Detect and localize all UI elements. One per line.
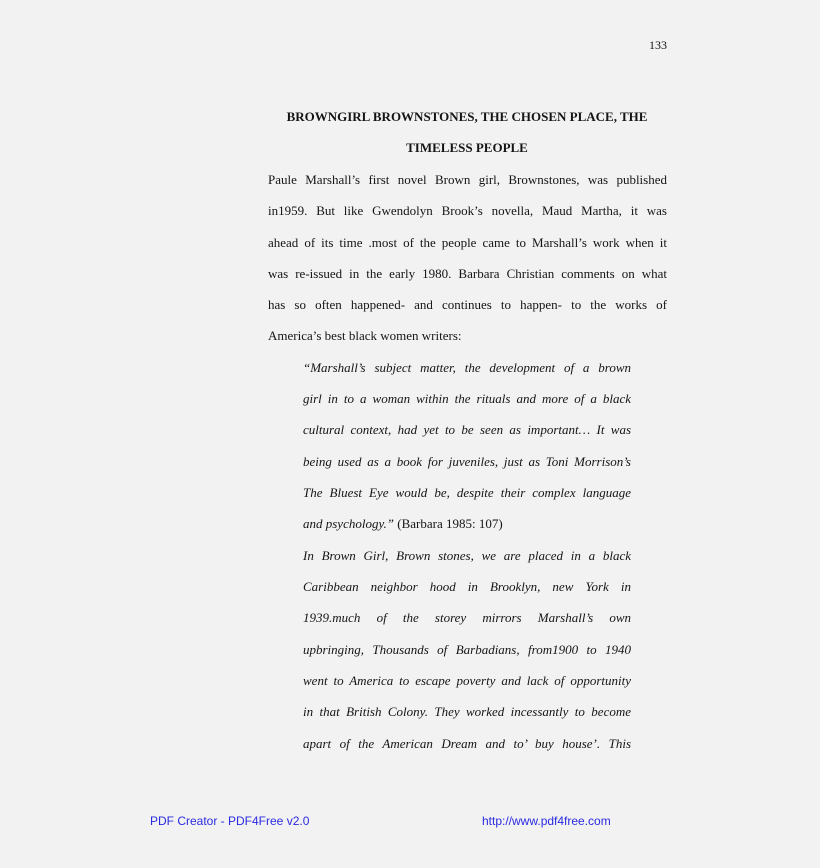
- footer-url-link[interactable]: http://www.pdf4free.com: [482, 814, 611, 828]
- italic-line: went to America to escape poverty and lack of opportunity: [303, 673, 631, 688]
- italic-line: upbringing, Thousands of Barbadians, from1900 to 1940: [303, 642, 631, 657]
- paragraph-line: Paule Marshall’s first novel Brown girl, Brownstones, was published: [268, 172, 667, 187]
- paragraph-line: ahead of its time .most of the people came to Marshall’s work when it: [268, 235, 667, 250]
- paragraph-line: was re-issued in the early 1980. Barbara Christian comments on what: [268, 266, 667, 281]
- quote-citation: (Barbara 1985: 107): [394, 516, 503, 531]
- italic-line: In Brown Girl, Brown stones, we are placed in a black: [303, 548, 631, 563]
- chapter-title-line-2: TIMELESS PEOPLE: [406, 140, 528, 155]
- italic-line: 1939.much of the storey mirrors Marshall’s own: [303, 610, 631, 625]
- paragraph-line: has so often happened- and continues to happen- to the works of: [268, 297, 667, 312]
- quote-text: and psychology.”: [303, 516, 394, 531]
- chapter-title-line-1: BROWNGIRL BROWNSTONES, THE CHOSEN PLACE, THE: [286, 109, 648, 124]
- paragraph-line: America’s best black women writers:: [268, 328, 462, 343]
- page-number: 133: [649, 38, 667, 52]
- quote-line: “Marshall’s subject matter, the development of a brown: [303, 360, 631, 375]
- italic-line: apart of the American Dream and to’ buy house’. This: [303, 736, 631, 751]
- footer-creator-text: PDF Creator - PDF4Free v2.0: [150, 814, 310, 828]
- italic-line: Caribbean neighbor hood in Brooklyn, new York in: [303, 579, 631, 594]
- italic-line: in that British Colony. They worked incessantly to become: [303, 704, 631, 719]
- quote-line: The Bluest Eye would be, despite their complex language: [303, 485, 631, 500]
- quote-line: girl in to a woman within the rituals and more of a black: [303, 391, 631, 406]
- quote-line: being used as a book for juveniles, just as Toni Morrison’s: [303, 454, 631, 469]
- paragraph-line: in1959. But like Gwendolyn Brook’s novella, Maud Martha, it was: [268, 203, 667, 218]
- quote-line: cultural context, had yet to be seen as important… It was: [303, 422, 631, 437]
- quote-last-line: [303, 516, 631, 532]
